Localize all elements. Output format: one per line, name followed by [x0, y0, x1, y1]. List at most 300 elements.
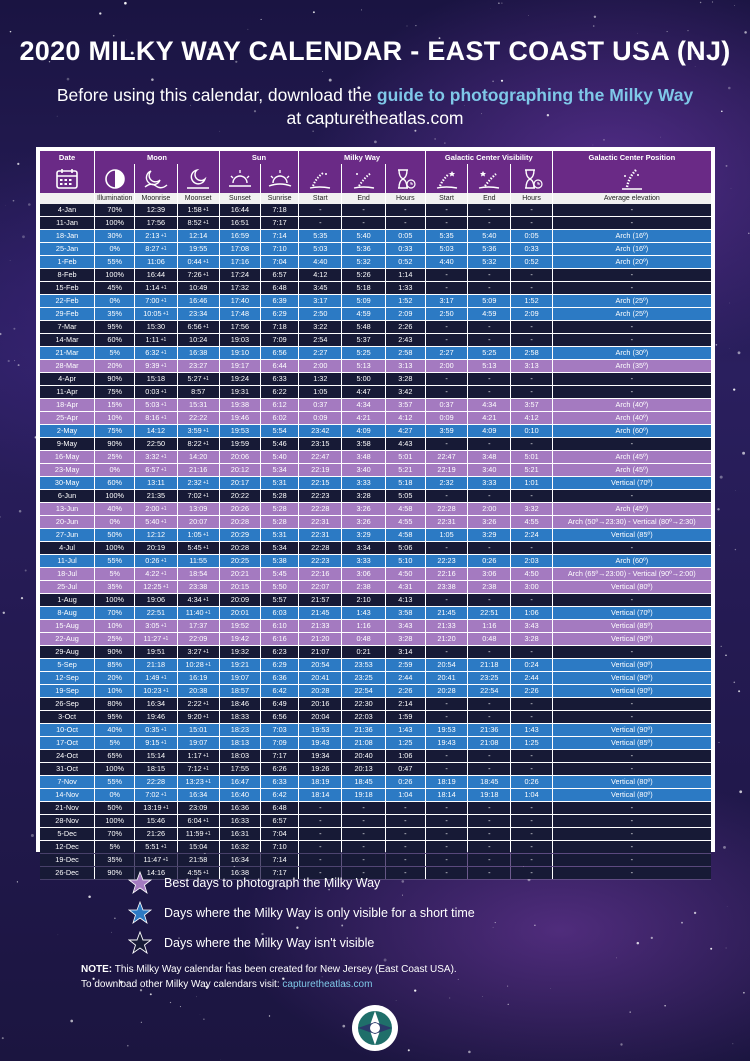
- cell-illumination: 90%: [95, 438, 135, 451]
- cell-sunset: 18:23: [219, 724, 260, 737]
- cell-mw-start: 22:16: [299, 568, 342, 581]
- cell-mw-start: 0:09: [299, 412, 342, 425]
- cell-gc-end: 2:38: [468, 581, 511, 594]
- cell-mw-start: 1:32: [299, 373, 342, 386]
- cell-moonrise: 5:03 $^{+1}$: [135, 399, 177, 412]
- cell-date: 14-Nov: [40, 789, 95, 802]
- cell-moonset: 8:52 $^{+1}$: [177, 217, 219, 230]
- cell-mw-hours: 4:50: [385, 568, 425, 581]
- cell-sunrise: 6:23: [261, 646, 299, 659]
- cell-date: 7-Nov: [40, 776, 95, 789]
- cell-moonset: 6:04 $^{+1}$: [177, 815, 219, 828]
- cell-gc-hours: -: [511, 204, 552, 217]
- cell-gc-hours: 1:52: [511, 295, 552, 308]
- cell-moonrise: 18:15: [135, 763, 177, 776]
- cell-gc-end: -: [468, 321, 511, 334]
- calendar-row: [40, 672, 711, 685]
- cell-moonrise: 22:28: [135, 776, 177, 789]
- cell-gc-hours: 2:58: [511, 347, 552, 360]
- cell-mw-start: 2:27: [299, 347, 342, 360]
- cell-sunrise: 6:56: [261, 347, 299, 360]
- cell-sunrise: 6:48: [261, 802, 299, 815]
- cell-illumination: 90%: [95, 646, 135, 659]
- cell-gc-hours: -: [511, 542, 552, 555]
- cell-gc-hours: 2:24: [511, 529, 552, 542]
- cell-sunset: 17:16: [219, 256, 260, 269]
- cell-sunset: 19:53: [219, 425, 260, 438]
- cell-moonset: 20:38: [177, 685, 219, 698]
- cell-gc-hours: 2:03: [511, 555, 552, 568]
- cell-sunrise: 6:33: [261, 373, 299, 386]
- cell-gc-end: -: [468, 828, 511, 841]
- cell-mw-end: 5:25: [342, 347, 385, 360]
- calendar-row: [40, 646, 711, 659]
- cell-mw-hours: 5:21: [385, 464, 425, 477]
- cell-date: 8-Aug: [40, 607, 95, 620]
- cell-sunrise: 7:03: [261, 724, 299, 737]
- calendar-row: [40, 698, 711, 711]
- cell-gc-hours: -: [511, 269, 552, 282]
- cell-gc-end: 5:25: [468, 347, 511, 360]
- cell-illumination: 5%: [95, 737, 135, 750]
- calendar-row: [40, 451, 711, 464]
- cell-moonrise: 15:14: [135, 750, 177, 763]
- cell-moonrise: 19:51: [135, 646, 177, 659]
- cell-moonrise: 21:35: [135, 490, 177, 503]
- cell-moonrise: 8:27 $^{+1}$: [135, 243, 177, 256]
- cell-gc-start: 21:20: [425, 633, 467, 646]
- cell-sunset: 16:34: [219, 854, 260, 867]
- cell-gc-hours: -: [511, 815, 552, 828]
- cell-moonrise: 8:16 $^{+1}$: [135, 412, 177, 425]
- cell-sunset: 16:36: [219, 802, 260, 815]
- cell-gc-position: -: [552, 373, 711, 386]
- cell-illumination: 100%: [95, 217, 135, 230]
- cell-gc-start: -: [425, 763, 467, 776]
- cell-sunset: 20:28: [219, 542, 260, 555]
- cell-sunrise: 7:09: [261, 334, 299, 347]
- cell-moonrise: 9:39 $^{+1}$: [135, 360, 177, 373]
- cell-mw-end: 3:28: [342, 490, 385, 503]
- cell-mw-end: -: [342, 841, 385, 854]
- cell-gc-start: -: [425, 438, 467, 451]
- cell-sunset: 20:25: [219, 555, 260, 568]
- cell-gc-start: -: [425, 373, 467, 386]
- subheader-average-elevation: Average elevation: [552, 193, 711, 204]
- cell-gc-position: Arch (60º): [552, 555, 711, 568]
- cell-gc-hours: -: [511, 841, 552, 854]
- cell-sunset: 17:48: [219, 308, 260, 321]
- cell-mw-start: 22:47: [299, 451, 342, 464]
- cell-mw-start: 21:07: [299, 646, 342, 659]
- dark-star-icon: [128, 931, 152, 955]
- cell-gc-start: -: [425, 542, 467, 555]
- cell-mw-start: 22:23: [299, 555, 342, 568]
- cell-sunset: 20:21: [219, 568, 260, 581]
- cell-date: 26-Dec: [40, 867, 95, 880]
- cell-date: 10-Oct: [40, 724, 95, 737]
- cell-moonset: 11:59 $^{+1}$: [177, 828, 219, 841]
- calendar-row: [40, 737, 711, 750]
- cell-date: 11-Jul: [40, 555, 95, 568]
- cell-mw-end: 3:29: [342, 529, 385, 542]
- cell-gc-end: 3:33: [468, 477, 511, 490]
- cell-gc-position: Arch (25º): [552, 308, 711, 321]
- cell-mw-start: 23:15: [299, 438, 342, 451]
- cell-sunrise: 5:31: [261, 477, 299, 490]
- calendar-row: [40, 464, 711, 477]
- cell-gc-start: 18:14: [425, 789, 467, 802]
- cell-sunrise: 6:33: [261, 776, 299, 789]
- cell-gc-end: -: [468, 750, 511, 763]
- cell-mw-hours: -: [385, 204, 425, 217]
- cell-gc-position: -: [552, 269, 711, 282]
- cell-mw-end: 21:08: [342, 737, 385, 750]
- cell-mw-start: 22:15: [299, 477, 342, 490]
- cell-date: 18-Jul: [40, 568, 95, 581]
- cell-illumination: 0%: [95, 516, 135, 529]
- cell-moonrise: 1:49 $^{+1}$: [135, 672, 177, 685]
- cell-gc-end: 22:51: [468, 607, 511, 620]
- cell-gc-end: 4:21: [468, 412, 511, 425]
- cell-mw-start: 22:31: [299, 529, 342, 542]
- cell-moonset: 10:24: [177, 334, 219, 347]
- cell-sunrise: 7:10: [261, 841, 299, 854]
- cell-mw-start: 5:03: [299, 243, 342, 256]
- cell-gc-end: -: [468, 386, 511, 399]
- cell-sunset: 17:32: [219, 282, 260, 295]
- cell-illumination: 0%: [95, 464, 135, 477]
- calendar-row: [40, 802, 711, 815]
- cell-mw-start: 19:26: [299, 763, 342, 776]
- cell-gc-hours: 2:09: [511, 308, 552, 321]
- cell-moonrise: 12:39: [135, 204, 177, 217]
- cell-mw-end: 4:47: [342, 386, 385, 399]
- cell-sunrise: 5:34: [261, 542, 299, 555]
- cell-gc-start: -: [425, 802, 467, 815]
- cell-moonset: 7:26 $^{+1}$: [177, 269, 219, 282]
- calendar-row: [40, 711, 711, 724]
- cell-moonset: 8:57: [177, 386, 219, 399]
- cell-mw-end: 22:03: [342, 711, 385, 724]
- calendar-row: [40, 295, 711, 308]
- cell-mw-start: 0:37: [299, 399, 342, 412]
- cell-gc-hours: -: [511, 490, 552, 503]
- cell-gc-end: 4:34: [468, 399, 511, 412]
- cell-mw-hours: 2:14: [385, 698, 425, 711]
- cell-gc-start: -: [425, 854, 467, 867]
- cell-illumination: 15%: [95, 399, 135, 412]
- cell-mw-end: 21:36: [342, 724, 385, 737]
- cell-gc-start: 4:40: [425, 256, 467, 269]
- cell-gc-position: -: [552, 854, 711, 867]
- cell-date: 2-May: [40, 425, 95, 438]
- cell-gc-hours: 0:05: [511, 230, 552, 243]
- cell-mw-end: 4:21: [342, 412, 385, 425]
- cell-sunset: 16:31: [219, 828, 260, 841]
- subtitle: [0, 84, 750, 130]
- header-galactic-position: Galactic Center Position: [552, 151, 711, 164]
- cell-mw-hours: 3:14: [385, 646, 425, 659]
- cell-sunrise: 5:50: [261, 581, 299, 594]
- cell-sunrise: 5:31: [261, 529, 299, 542]
- cell-sunset: 19:32: [219, 646, 260, 659]
- cell-gc-start: 21:45: [425, 607, 467, 620]
- cell-gc-hours: 1:06: [511, 607, 552, 620]
- cell-illumination: 20%: [95, 360, 135, 373]
- cell-sunset: 19:52: [219, 620, 260, 633]
- cell-mw-end: 23:25: [342, 672, 385, 685]
- cell-mw-hours: 0:47: [385, 763, 425, 776]
- cell-illumination: 55%: [95, 555, 135, 568]
- cell-date: 5-Sep: [40, 659, 95, 672]
- moonset-icon: [177, 164, 219, 193]
- cell-illumination: 90%: [95, 867, 135, 880]
- cell-moonset: 10:28 $^{+1}$: [177, 659, 219, 672]
- page-title: 2020 MILKY WAY CALENDAR - EAST COAST USA (NJ): [19, 36, 731, 66]
- cell-sunset: 17:08: [219, 243, 260, 256]
- calendar-row: [40, 412, 711, 425]
- cell-mw-start: 23:42: [299, 425, 342, 438]
- cell-moonrise: 15:18: [135, 373, 177, 386]
- cell-mw-hours: -: [385, 841, 425, 854]
- cell-gc-position: Vertical (90º): [552, 724, 711, 737]
- cell-mw-hours: 5:05: [385, 490, 425, 503]
- cell-gc-position: Arch (45º): [552, 503, 711, 516]
- legend-item-short: [128, 898, 475, 928]
- cell-moonrise: 6:57 $^{+1}$: [135, 464, 177, 477]
- cell-illumination: 10%: [95, 620, 135, 633]
- calendar-row: [40, 334, 711, 347]
- calendar-icon: [40, 164, 95, 193]
- cell-date: 21-Nov: [40, 802, 95, 815]
- cell-mw-hours: 0:05: [385, 230, 425, 243]
- calendar-row: [40, 607, 711, 620]
- cell-date: 8-Feb: [40, 269, 95, 282]
- cell-sunset: 19:59: [219, 438, 260, 451]
- cell-gc-hours: 4:55: [511, 516, 552, 529]
- cell-sunrise: 5:46: [261, 438, 299, 451]
- cell-gc-start: 22:28: [425, 503, 467, 516]
- cell-gc-start: 22:23: [425, 555, 467, 568]
- cell-moonset: 22:09: [177, 633, 219, 646]
- cell-gc-end: 3:40: [468, 464, 511, 477]
- cell-gc-position: Vertical (90º): [552, 633, 711, 646]
- cell-mw-end: 5:37: [342, 334, 385, 347]
- cell-mw-end: 19:18: [342, 789, 385, 802]
- cell-gc-start: 18:19: [425, 776, 467, 789]
- cell-moonset: 2:22 $^{+1}$: [177, 698, 219, 711]
- blue-star-icon: [128, 901, 152, 925]
- calendar-row: [40, 477, 711, 490]
- cell-sunset: 19:10: [219, 347, 260, 360]
- cell-moonset: 3:27 $^{+1}$: [177, 646, 219, 659]
- hourglass-icon: [385, 164, 425, 193]
- cell-sunrise: 7:09: [261, 737, 299, 750]
- cell-mw-start: 22:19: [299, 464, 342, 477]
- cell-sunset: 20:15: [219, 581, 260, 594]
- cell-sunrise: 6:03: [261, 607, 299, 620]
- cell-gc-position: -: [552, 282, 711, 295]
- calendar-row: [40, 828, 711, 841]
- cell-sunset: 20:06: [219, 451, 260, 464]
- cell-gc-end: -: [468, 867, 511, 880]
- header-date: Date: [40, 151, 95, 164]
- calendar-row: [40, 347, 711, 360]
- cell-mw-hours: 2:44: [385, 672, 425, 685]
- cell-gc-hours: 0:26: [511, 776, 552, 789]
- cell-sunset: 20:12: [219, 464, 260, 477]
- cell-moonrise: 15:30: [135, 321, 177, 334]
- cell-mw-hours: 4:13: [385, 594, 425, 607]
- calendar-row: [40, 399, 711, 412]
- cell-moonrise: 10:23 $^{+1}$: [135, 685, 177, 698]
- cell-mw-hours: 2:43: [385, 334, 425, 347]
- cell-mw-end: 3:34: [342, 542, 385, 555]
- cell-sunrise: 5:28: [261, 490, 299, 503]
- cell-mw-end: 3:58: [342, 438, 385, 451]
- cell-gc-hours: -: [511, 594, 552, 607]
- cell-moonset: 22:22: [177, 412, 219, 425]
- cell-mw-start: -: [299, 867, 342, 880]
- cell-mw-start: 2:50: [299, 308, 342, 321]
- cell-gc-end: -: [468, 646, 511, 659]
- cell-gc-end: 3:06: [468, 568, 511, 581]
- cell-mw-start: 21:33: [299, 620, 342, 633]
- calendar-row: [40, 750, 711, 763]
- cell-mw-start: 1:05: [299, 386, 342, 399]
- cell-gc-hours: -: [511, 828, 552, 841]
- cell-mw-end: 3:26: [342, 516, 385, 529]
- cell-moonrise: 12:12: [135, 529, 177, 542]
- cell-sunset: 17:40: [219, 295, 260, 308]
- cell-moonrise: 21:26: [135, 828, 177, 841]
- cell-moonset: 9:20 $^{+1}$: [177, 711, 219, 724]
- cell-gc-position: Arch (60º): [552, 425, 711, 438]
- note-label: NOTE:: [81, 964, 113, 975]
- footnote: [81, 962, 457, 992]
- cell-gc-hours: 3:43: [511, 620, 552, 633]
- cell-illumination: 100%: [95, 763, 135, 776]
- cell-moonrise: 22:50: [135, 438, 177, 451]
- cell-gc-hours: 5:01: [511, 451, 552, 464]
- cell-moonrise: 21:18: [135, 659, 177, 672]
- cell-gc-hours: 3:57: [511, 399, 552, 412]
- cell-moonset: 16:38: [177, 347, 219, 360]
- cell-gc-start: 21:33: [425, 620, 467, 633]
- cell-illumination: 75%: [95, 386, 135, 399]
- cell-sunset: 19:03: [219, 334, 260, 347]
- cell-gc-start: -: [425, 646, 467, 659]
- cell-gc-end: -: [468, 373, 511, 386]
- cell-illumination: 100%: [95, 594, 135, 607]
- cell-moonset: 13:09: [177, 503, 219, 516]
- cell-illumination: 0%: [95, 243, 135, 256]
- cell-date: 11-Apr: [40, 386, 95, 399]
- cell-gc-end: -: [468, 542, 511, 555]
- cell-date: 6-Jun: [40, 490, 95, 503]
- cell-sunrise: 7:04: [261, 828, 299, 841]
- cell-sunrise: 6:49: [261, 698, 299, 711]
- cell-illumination: 35%: [95, 854, 135, 867]
- cell-gc-end: -: [468, 217, 511, 230]
- guide-link[interactable]: guide to photographing the Milky Way: [376, 85, 694, 105]
- header-galactic-visibility: Galactic Center Visibility: [425, 151, 552, 164]
- cell-mw-end: 3:48: [342, 451, 385, 464]
- cell-moonrise: 20:19: [135, 542, 177, 555]
- cell-date: 18-Jan: [40, 230, 95, 243]
- cell-gc-position: Arch (30º): [552, 347, 711, 360]
- cell-sunrise: 7:18: [261, 204, 299, 217]
- cell-mw-hours: 1:59: [385, 711, 425, 724]
- calendar-row: [40, 425, 711, 438]
- capture-the-atlas-logo: [351, 1004, 399, 1052]
- purple-star-icon: [128, 871, 152, 895]
- cell-gc-hours: 1:04: [511, 789, 552, 802]
- cell-gc-position: -: [552, 438, 711, 451]
- cell-gc-hours: -: [511, 698, 552, 711]
- subheader-gc-hours: Hours: [511, 193, 552, 204]
- cell-gc-end: 3:29: [468, 529, 511, 542]
- cell-mw-hours: 2:26: [385, 685, 425, 698]
- cell-date: 19-Dec: [40, 854, 95, 867]
- cell-moonset: 16:19: [177, 672, 219, 685]
- cell-mw-end: 1:43: [342, 607, 385, 620]
- cell-gc-hours: 4:50: [511, 568, 552, 581]
- calendar-row: [40, 217, 711, 230]
- cell-gc-hours: 4:12: [511, 412, 552, 425]
- cell-moonrise: 3:32 $^{+1}$: [135, 451, 177, 464]
- cell-moonset: 15:01: [177, 724, 219, 737]
- cell-mw-start: -: [299, 841, 342, 854]
- cell-gc-start: 22:47: [425, 451, 467, 464]
- cell-gc-position: Vertical (70º): [552, 477, 711, 490]
- cell-mw-hours: 5:01: [385, 451, 425, 464]
- calendar-table: [40, 151, 711, 880]
- cell-date: 30-May: [40, 477, 95, 490]
- cell-mw-end: 5:13: [342, 360, 385, 373]
- subheader-blank: [40, 193, 95, 204]
- cell-date: 27-Jun: [40, 529, 95, 542]
- capturetheatlas-link[interactable]: capturetheatlas.com: [282, 979, 373, 990]
- cell-sunrise: 5:38: [261, 555, 299, 568]
- cell-mw-hours: 3:43: [385, 620, 425, 633]
- cell-moonset: 5:27 $^{+1}$: [177, 373, 219, 386]
- cell-sunset: 19:38: [219, 399, 260, 412]
- cell-gc-position: Vertical (80º): [552, 776, 711, 789]
- cell-gc-start: 2:00: [425, 360, 467, 373]
- cell-moonset: 10:49: [177, 282, 219, 295]
- cell-moonrise: 1:14 $^{+1}$: [135, 282, 177, 295]
- cell-moonset: 0:44 $^{+1}$: [177, 256, 219, 269]
- cell-gc-end: 1:16: [468, 620, 511, 633]
- cell-gc-end: 5:09: [468, 295, 511, 308]
- cell-date: 29-Aug: [40, 646, 95, 659]
- cell-gc-end: 4:59: [468, 308, 511, 321]
- cell-mw-end: 2:38: [342, 581, 385, 594]
- cell-mw-hours: 2:59: [385, 659, 425, 672]
- cell-gc-position: Vertical (85º): [552, 737, 711, 750]
- calendar-row: [40, 373, 711, 386]
- cell-gc-hours: -: [511, 217, 552, 230]
- cell-illumination: 40%: [95, 503, 135, 516]
- cell-sunrise: 6:48: [261, 282, 299, 295]
- cell-mw-hours: 2:09: [385, 308, 425, 321]
- cell-sunset: 18:57: [219, 685, 260, 698]
- calendar-row: [40, 386, 711, 399]
- cell-moonrise: 5:51 $^{+1}$: [135, 841, 177, 854]
- cell-date: 31-Oct: [40, 763, 95, 776]
